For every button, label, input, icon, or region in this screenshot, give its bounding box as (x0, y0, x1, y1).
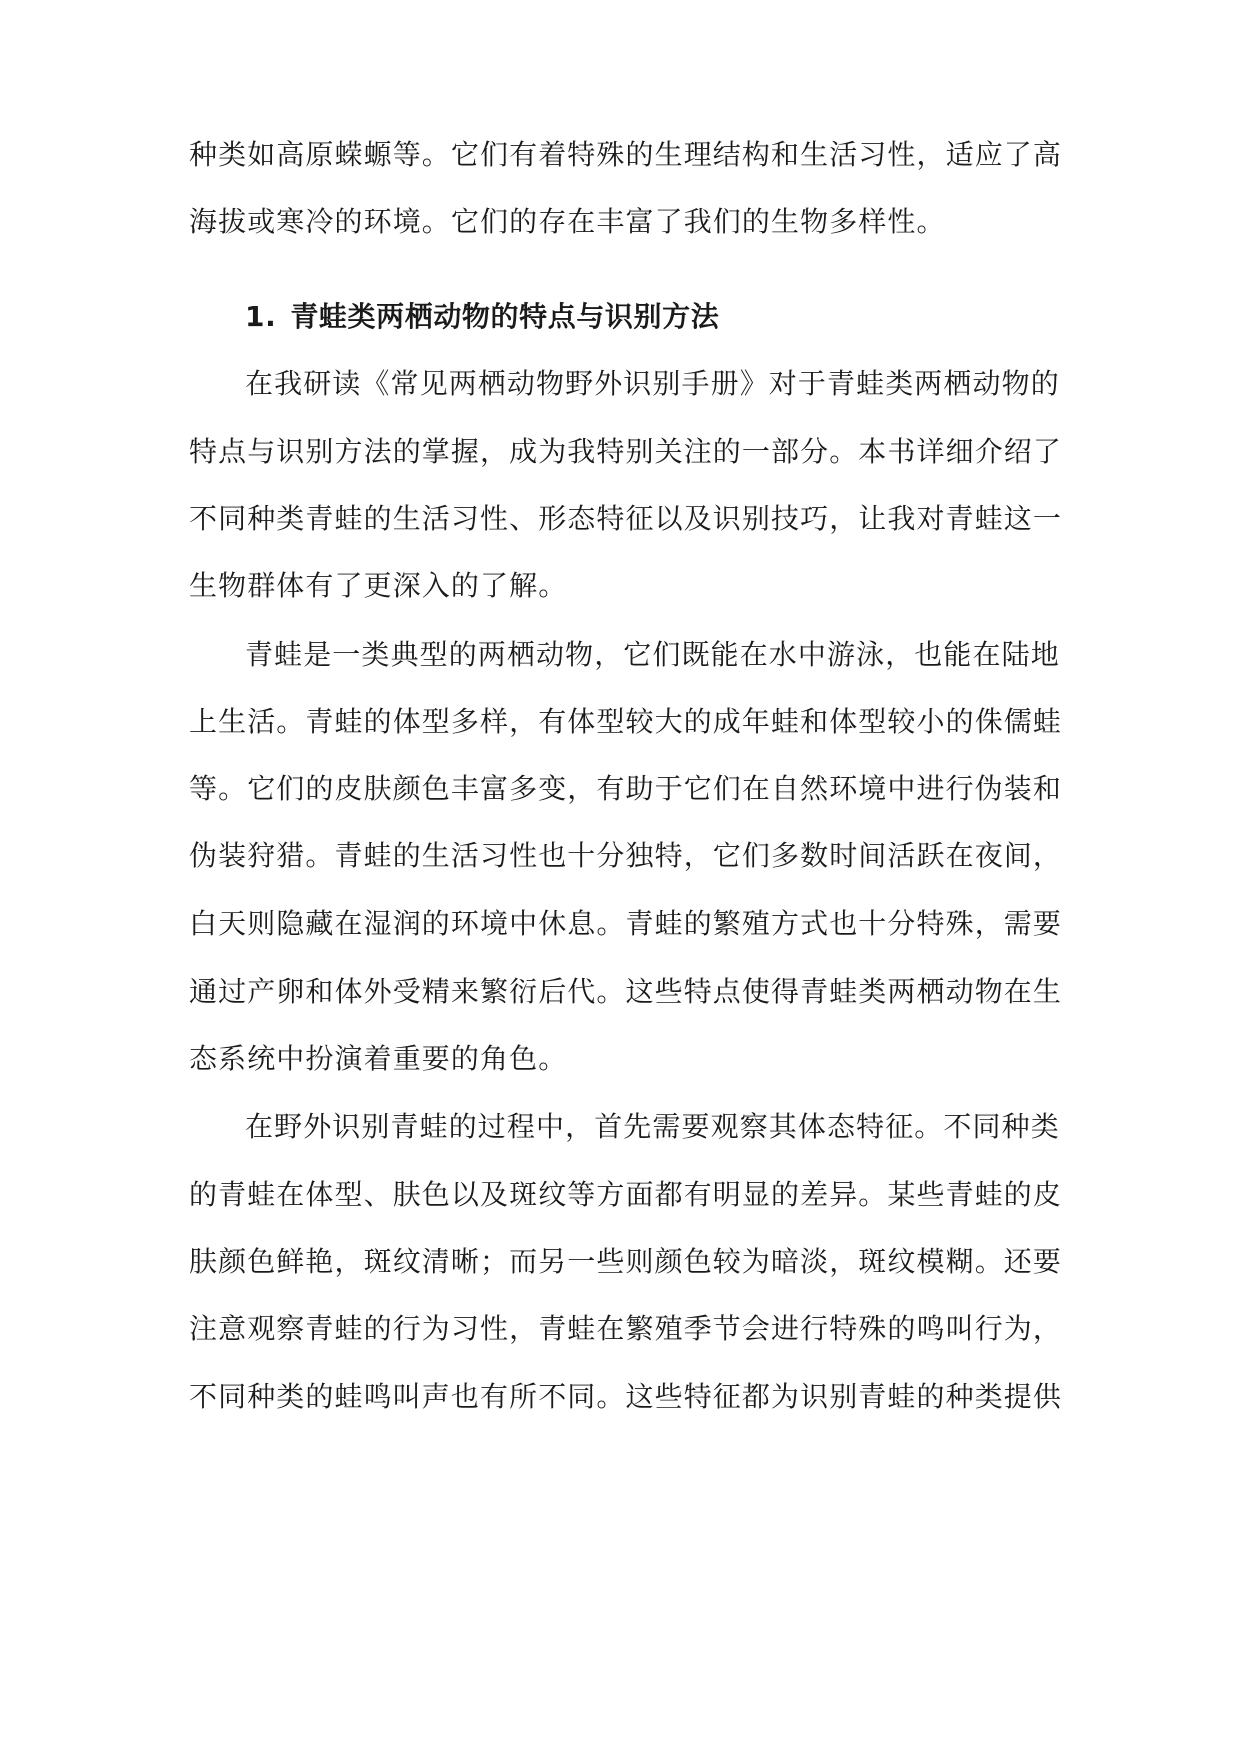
text-line: 特点与识别方法的掌握，成为我特别关注的一部分。本书详细介绍了 (189, 435, 1063, 468)
text-line: 不同种类青蛙的生活习性、形态特征以及识别技巧，让我对青蛙这一 (189, 502, 1063, 535)
text-line: 生物群体有了更深入的了解。 (189, 569, 568, 602)
text-line: 等。它们的皮肤颜色丰富多变，有助于它们在自然环境中进行伪装和 (189, 772, 1063, 805)
text-line: 种类如高原蝾螈等。它们有着特殊的生理结构和生活习性，适应了高 (189, 138, 1063, 171)
text-line: 上生活。青蛙的体型多样，有体型较大的成年蛙和体型较小的侏儒蛙 (189, 705, 1063, 738)
text-line: 海拔或寒冷的环境。它们的存在丰富了我们的生物多样性。 (189, 205, 946, 238)
text-line: 通过产卵和体外受精来繁衍后代。这些特点使得青蛙类两栖动物在生 (189, 975, 1063, 1008)
text-line: 青蛙是一类典型的两栖动物，它们既能在水中游泳，也能在陆地 (245, 638, 1060, 671)
text-line: 在野外识别青蛙的过程中，首先需要观察其体态特征。不同种类 (245, 1110, 1060, 1143)
text-line: 注意观察青蛙的行为习性，青蛙在繁殖季节会进行特殊的鸣叫行为， (189, 1312, 1063, 1345)
text-line: 态系统中扮演着重要的角色。 (189, 1042, 568, 1075)
text-line: 不同种类的蛙鸣叫声也有所不同。这些特征都为识别青蛙的种类提供 (189, 1380, 1063, 1413)
section-number: 1. (245, 300, 277, 333)
section-heading (245, 297, 719, 337)
text-line: 在我研读《常见两栖动物野外识别手册》对于青蛙类两栖动物的 (245, 367, 1060, 400)
text-line: 肤颜色鲜艳，斑纹清晰；而另一些则颜色较为暗淡，斑纹模糊。还要 (189, 1245, 1063, 1278)
text-line: 白天则隐藏在湿润的环境中休息。青蛙的繁殖方式也十分特殊，需要 (189, 907, 1063, 940)
text-line: 伪装狩猎。青蛙的生活习性也十分独特，它们多数时间活跃在夜间， (189, 839, 1063, 872)
text-line: 的青蛙在体型、肤色以及斑纹等方面都有明显的差异。某些青蛙的皮 (189, 1178, 1063, 1211)
section-title: 青蛙类两栖动物的特点与识别方法 (290, 300, 720, 333)
